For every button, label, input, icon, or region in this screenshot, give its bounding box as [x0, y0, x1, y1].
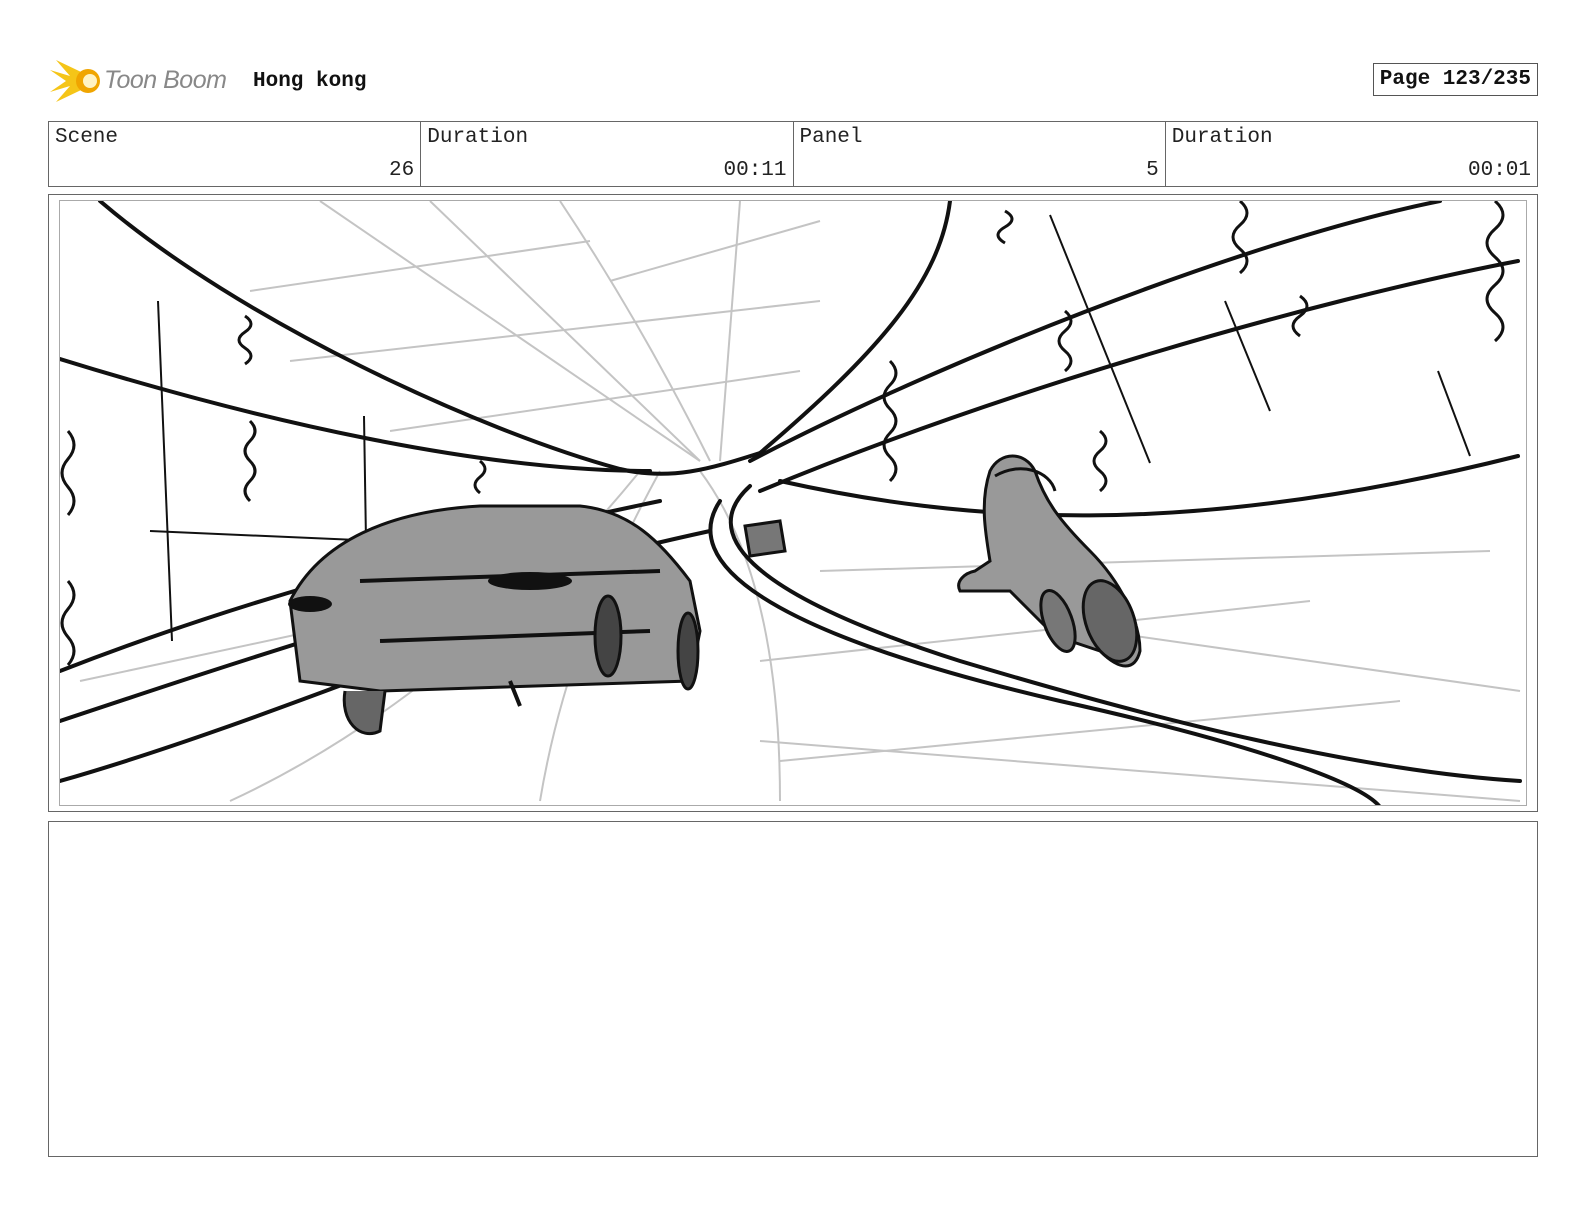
panel-duration-value: 00:01 — [1467, 159, 1531, 182]
panel-cell — [794, 122, 1166, 186]
project-title: Hong kong — [253, 70, 367, 93]
panel-value: 5 — [1146, 159, 1159, 182]
panel-image — [59, 200, 1527, 806]
burst-icon — [48, 56, 104, 106]
tunnel-sketch-icon — [60, 201, 1527, 806]
scene-info-row — [48, 121, 1538, 187]
page-indicator: Page 123/235 — [1373, 63, 1538, 96]
panel-duration-cell — [1166, 122, 1537, 186]
scene-value: 26 — [389, 159, 415, 182]
storyboard-panel — [48, 194, 1538, 812]
scene-duration-value: 00:11 — [723, 159, 787, 182]
scene-label: Scene — [55, 126, 119, 149]
toon-boom-logo — [48, 56, 238, 106]
car-sketch-icon — [288, 506, 700, 734]
page-header — [48, 56, 1538, 106]
panel-duration-label: Duration — [1171, 126, 1273, 149]
scene-duration-label: Duration — [427, 126, 529, 149]
brand-name: Toon Boom — [104, 66, 227, 94]
scene-cell — [49, 122, 421, 186]
panel-notes — [48, 821, 1538, 1157]
scene-duration-cell — [421, 122, 793, 186]
panel-label: Panel — [799, 126, 863, 149]
